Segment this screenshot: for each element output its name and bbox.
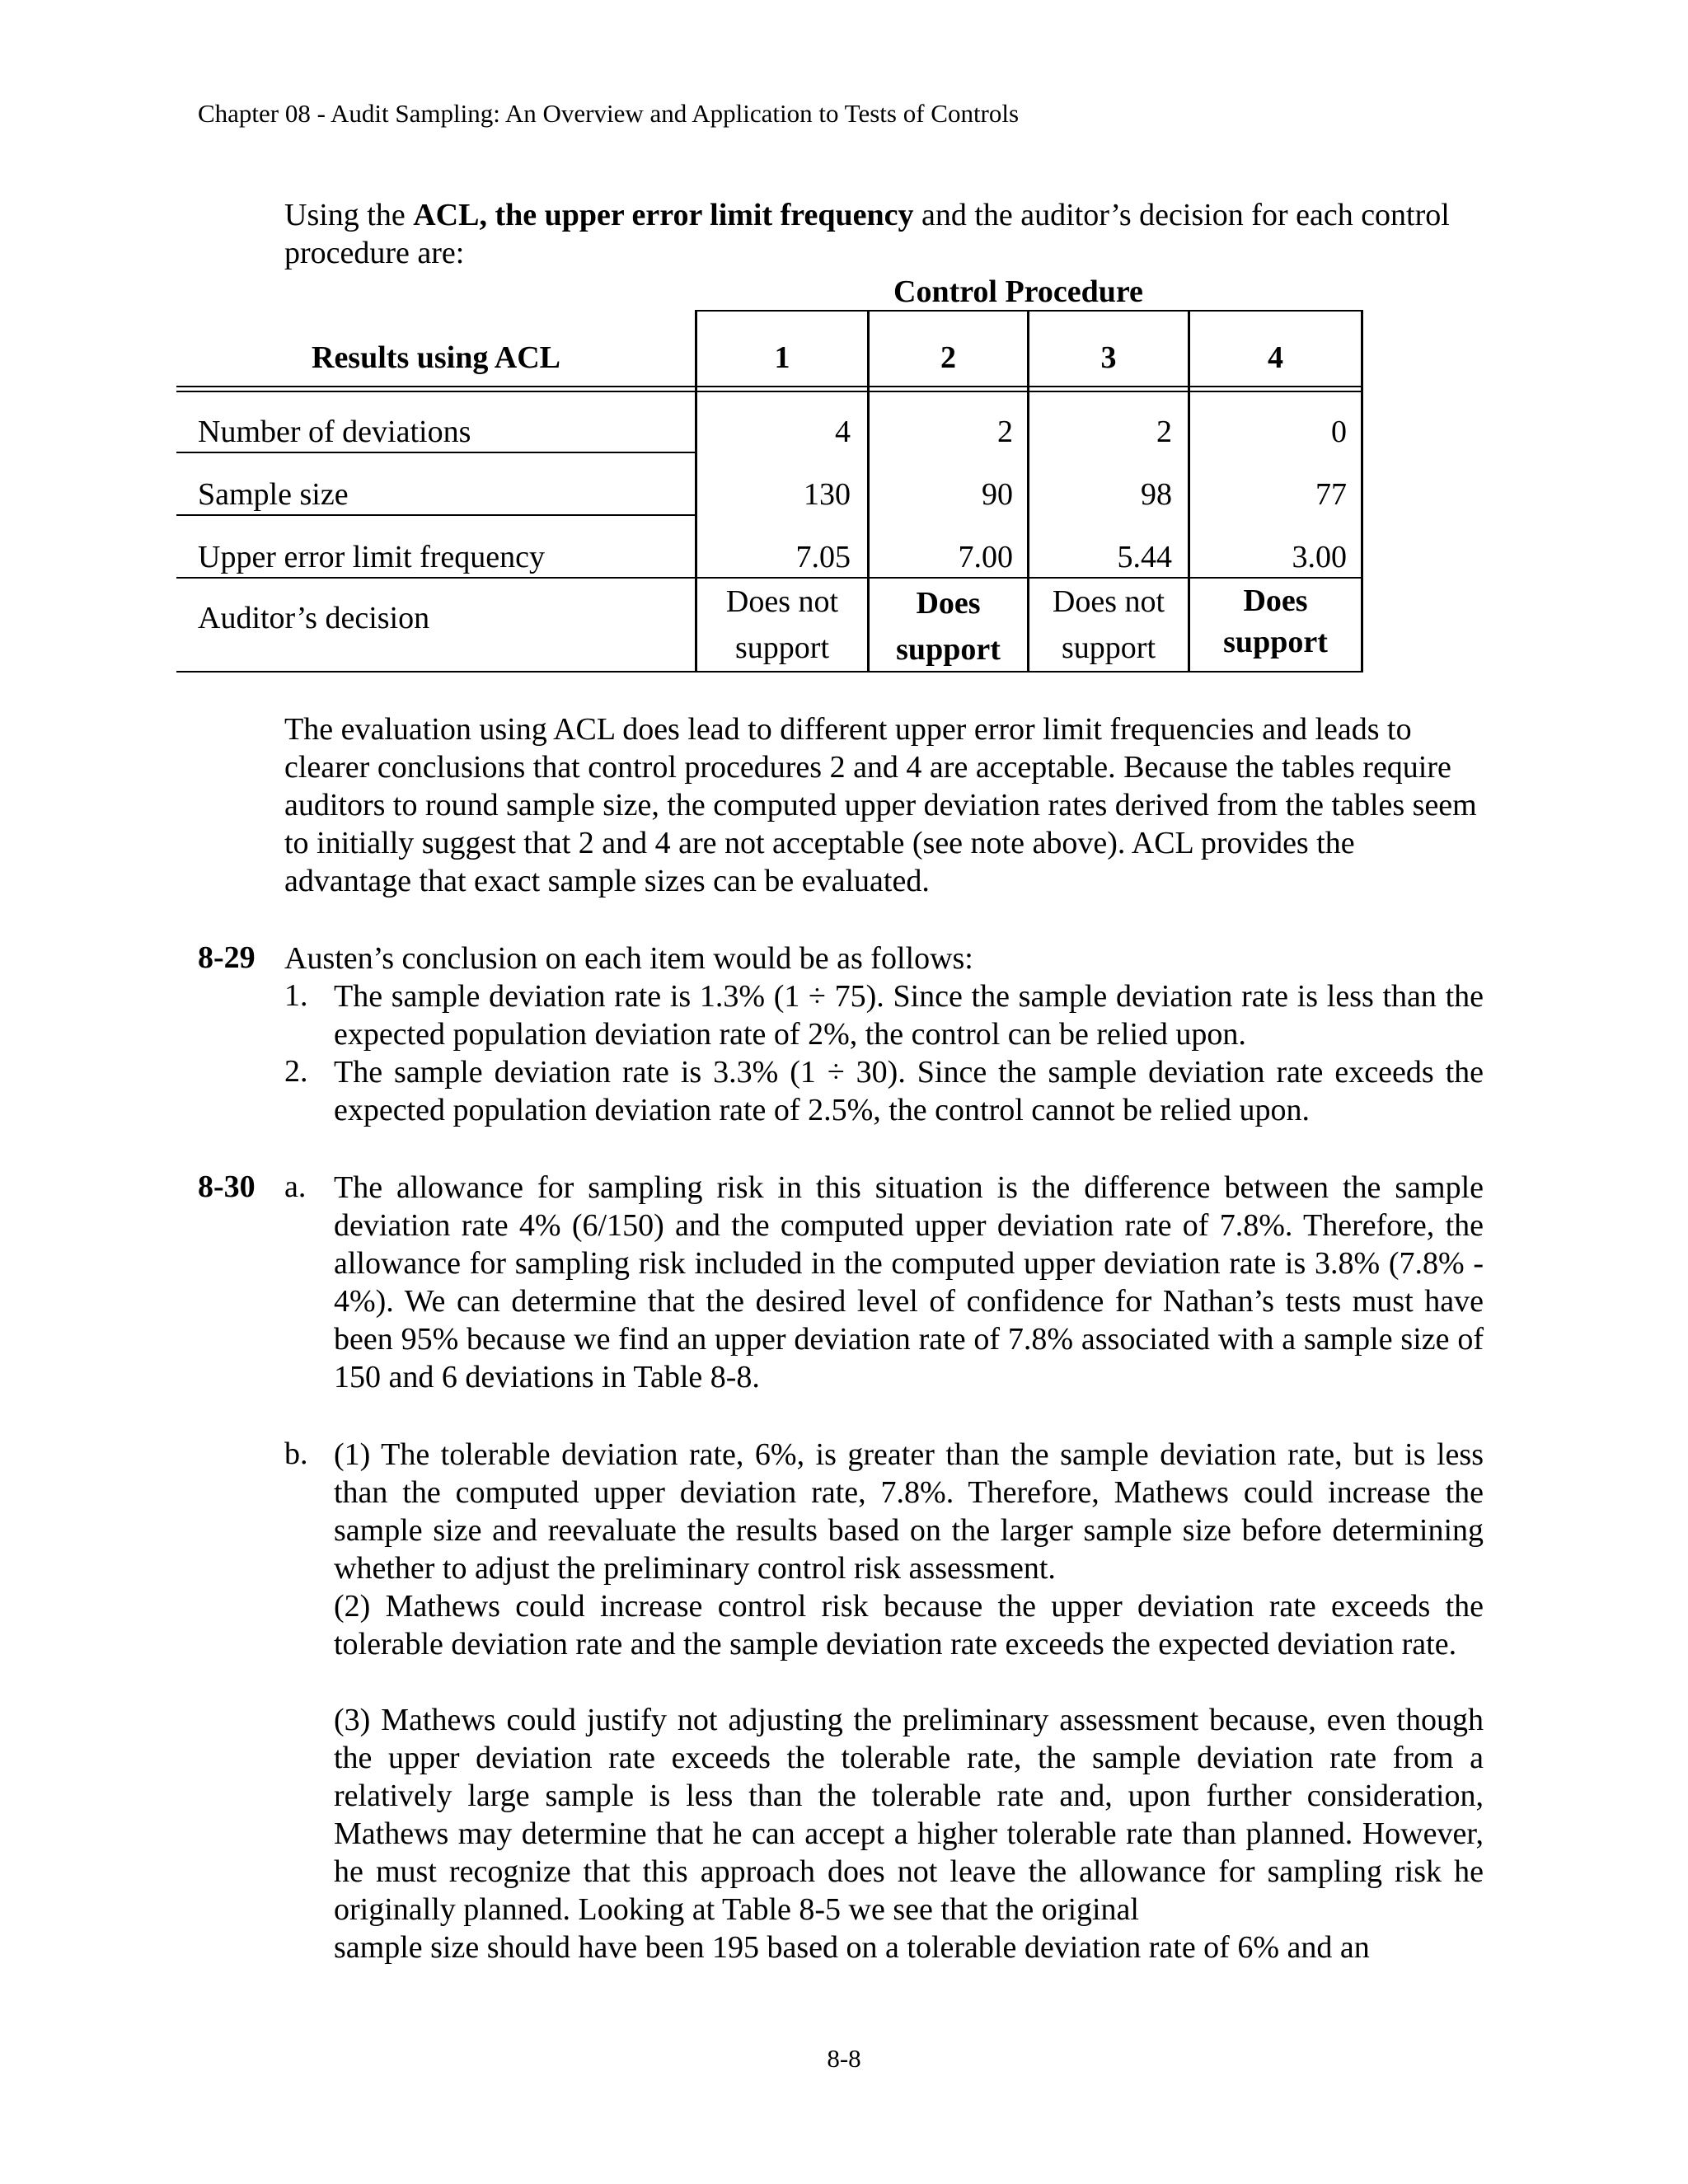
cell-sample-size-3: 98 [1141, 477, 1172, 512]
question-number-8-30: 8-30 [198, 1169, 256, 1204]
acl-results-table [176, 310, 1363, 673]
q830-part-b-p2: (2) Mathews could increase control risk because the upper deviation rate exceeds the tolerable deviation rate and the sample deviation rate exceeds the expected deviation rate. [334, 1589, 1484, 1661]
decision-line: Does not [725, 584, 839, 619]
header-double-line-bottom [176, 391, 1363, 392]
q829-item-2-marker: 2. [284, 1054, 308, 1089]
q830-part-b-p1: (1) The tolerable deviation rate, 6%, is greater than the sample deviation rate, but is less than the computed upper deviation rate, 7.8%. Therefore, Mathews could increase the sample size and reevaluate the results based on the larger sample size before determining whether to adjust the preliminary control risk assessment. [334, 1437, 1484, 1586]
column-header-2: 2 [940, 340, 956, 375]
row-label-sample-size: Sample size [198, 477, 349, 512]
column-divider [1361, 310, 1363, 673]
decision-line: support [896, 632, 1001, 667]
evaluation-paragraph: The evaluation using ACL does lead to different upper error limit frequencies and leads to clearer conclusions that control procedures 2 and 4 are acceptable. Because the tables require auditors to round sample size, the computed upper deviation rates derived from the tables seem to initially suggest that 2 and 4 are not acceptable (see note above). ACL provides the advantage that exact sample sizes can be evaluated. [284, 712, 1477, 898]
row-label-upper-error-limit: Upper error limit frequency [198, 540, 545, 574]
header-double-line-top [176, 386, 1363, 387]
decision-line: Does [1243, 583, 1308, 618]
q830-part-b-marker: b. [284, 1436, 308, 1471]
column-header-4: 4 [1268, 340, 1283, 375]
control-procedure-heading: Control Procedure [893, 274, 1143, 309]
cell-sample-size-4: 77 [1315, 477, 1347, 512]
intro-prefix: Using the [284, 198, 414, 232]
chapter-header: Chapter 08 - Audit Sampling: An Overview and Application to Tests of Controls [198, 99, 1020, 128]
q830-part-a-text: The allowance for sampling risk in this situation is the difference between the sample deviation rate 4% (6/150) and the computed upper deviation rate of 7.8%. Therefore, the allowance for sampling risk included in the computed upper deviation rate is 3.8% (7.8% - 4%). We can determine that the desired level of confidence for Nathan’s tests must have been 95% because we find an upper deviation rate of 7.8% associated with a sample size of 150 and 6 deviations in Table 8-8. [334, 1170, 1484, 1394]
page-number: 8-8 [827, 2044, 861, 2073]
decision-line: Does not [1052, 584, 1165, 619]
cell-sample-size-2: 90 [982, 477, 1013, 512]
cell-sample-size-1: 130 [804, 477, 851, 512]
cell-decision-4 [1190, 580, 1361, 663]
question-number-8-29: 8-29 [198, 940, 256, 975]
table-bottom-border [176, 671, 1363, 673]
row-header-label: Results using ACL [312, 340, 560, 375]
row-label-auditor-decision: Auditor’s decision [198, 601, 430, 635]
decision-line: support [735, 630, 829, 665]
decision-line: support [1062, 630, 1156, 665]
decision-line: Does [916, 586, 981, 621]
cell-upper-limit-1: 7.05 [795, 540, 851, 574]
row-label-deviations: Number of deviations [198, 415, 471, 449]
cell-upper-limit-2: 7.00 [958, 540, 1013, 574]
cell-deviations-4: 0 [1331, 415, 1347, 449]
q830-part-b-p3-tail: sample size should have been 195 based on a tolerable deviation rate of 6% and an [334, 1930, 1370, 1965]
column-header-1: 1 [774, 340, 790, 375]
cell-decision-3 [1029, 579, 1188, 671]
intro-paragraph [284, 196, 1488, 272]
q830-part-b-p3 [334, 1701, 1484, 1966]
row-separator [176, 452, 696, 453]
column-header-3: 3 [1100, 340, 1117, 375]
cell-upper-limit-3: 5.44 [1117, 540, 1172, 574]
q829-intro: Austen’s conclusion on each item would be as follows: [284, 941, 973, 976]
intro-bold: ACL, the upper error limit frequency [413, 198, 914, 232]
intro-suffix: and the auditor’s decision for each control procedure are: [284, 198, 1450, 270]
cell-decision-1 [697, 579, 867, 671]
cell-deviations-2: 2 [997, 415, 1013, 449]
q830-part-b-p3-body: (3) Mathews could justify not adjusting the preliminary assessment because, even though the upper deviation rate exceeds the tolerable rate, the sample deviation rate from a relatively large sample is less than the tolerable rate and, upon further consideration, Mathews may determine that he can accept a higher tolerable rate than planned. However, he must recognize that this approach does not leave the allowance for sampling risk he originally planned. Looking at Table 8-5 we see that the original [334, 1703, 1484, 1927]
decision-line: support [1223, 625, 1328, 659]
cell-deviations-1: 4 [835, 415, 851, 449]
cell-upper-limit-4: 3.00 [1292, 540, 1347, 574]
q830-part-a-marker: a. [284, 1169, 307, 1204]
cell-decision-2 [870, 580, 1027, 673]
q829-item-1-text: The sample deviation rate is 1.3% (1 ÷ 75). Since the sample deviation rate is less than the expected population deviation rate of 2%, the control can be relied upon. [334, 979, 1484, 1052]
cell-deviations-3: 2 [1156, 415, 1172, 449]
q829-item-2-text: The sample deviation rate is 3.3% (1 ÷ 30). Since the sample deviation rate exceeds the expected population deviation rate of 2.5%, the control cannot be relied upon. [334, 1055, 1484, 1127]
q829-item-1-marker: 1. [284, 978, 308, 1013]
table-top-border [696, 310, 1363, 312]
row-separator [176, 514, 696, 516]
